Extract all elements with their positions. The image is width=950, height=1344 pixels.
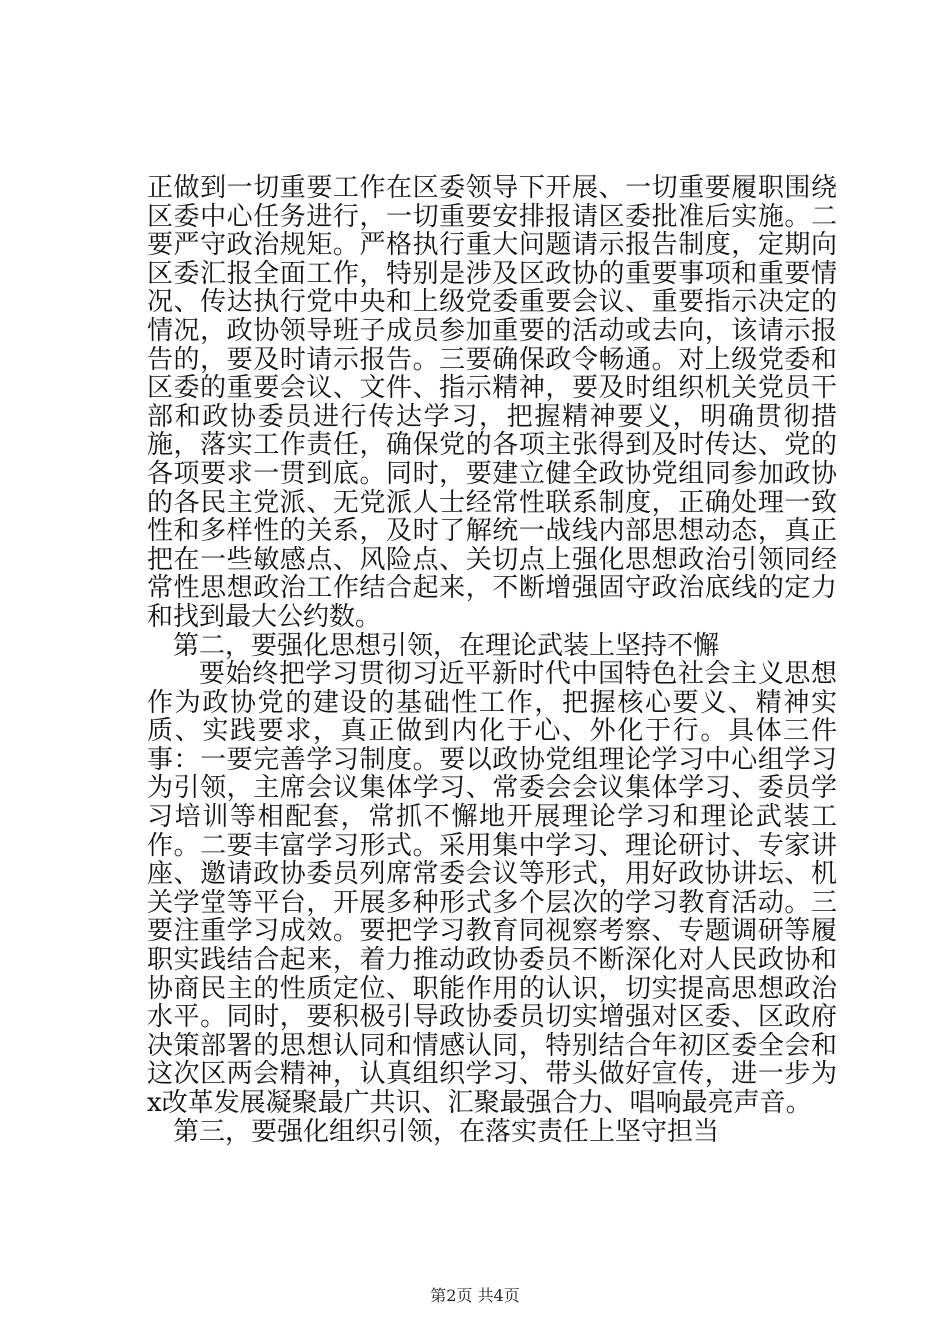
page-footer: 第2页 共4页 [430, 1286, 520, 1305]
document-body [147, 174, 837, 1146]
paragraph-continuation: 正做到一切重要工作在区委领导下开展、一切重要履职围绕区委中心任务进行，一切重要安排报请区委批准后实施。二要严守政治规矩。严格执行重大问题请示报告制度，定期向区委汇报全面工作，特别是涉及区政协的重要事项和重要情况、传达执行党中央和上级党委重要会议、重要指示决定的情况，政协领导班子成员参加重要的活动或去向，该请示报告的，要及时请示报告。三要确保政令畅通。对上级党委和区委的重要会议、文件、指示精神，要及时组织机关党员干部和政协委员进行传达学习，把握精神要义，明确贯彻措施，落实工作责任，确保党的各项主张得到及时传达、党的各项要求一贯到底。同时，要建立健全政协党组同参加政协的各民主党派、无党派人士经常性联系制度，正确处理一致性和多样性的关系，及时了解统一战线内部思想动态，真正把在一些敏感点、风险点、关切点上强化思想政治引领同经常性思想政治工作结合起来，不断增强固守政治底线的定力和找到最大公约数。 [147, 173, 837, 632]
section-heading-2: 第二，要强化思想引领，在理论武装上坚持不懈 [173, 630, 720, 661]
section-heading-3: 第三，要强化组织引领，在落实责任上坚守担当 [173, 1116, 720, 1147]
paragraph-section-2: 要始终把学习贯彻习近平新时代中国特色社会主义思想作为政协党的建设的基础性工作，把握核心要义、精神实质、实践要求，真正做到内化于心、外化于行。具体三件事：一要完善学习制度。要以政协党组理论学习中心组学习为引领，主席会议集体学习、常委会会议集体学习、委员学习培训等相配套，常抓不懈地开展理论学习和理论武装工作。二要丰富学习形式。采用集中学习、理论研讨、专家讲座、邀请政协委员列席常委会议等形式，用好政协讲坛、机关学堂等平台，开展多种形式多个层次的学习教育活动。三要注重学习成效。要把学习教育同视察考察、专题调研等履职实践结合起来，着力推动政协委员不断深化对人民政协和协商民主的性质定位、职能作用的认识，切实提高思想政治水平。同时，要积极引导政协委员切实增强对区委、区政府决策部署的思想认同和情感认同，特别结合年初区委全会和这次区两会精神，认真组织学习、带头做好宣传，进一步为x改革发展凝聚最广共识、汇聚最强合力、唱响最亮声音。 [147, 659, 837, 1118]
